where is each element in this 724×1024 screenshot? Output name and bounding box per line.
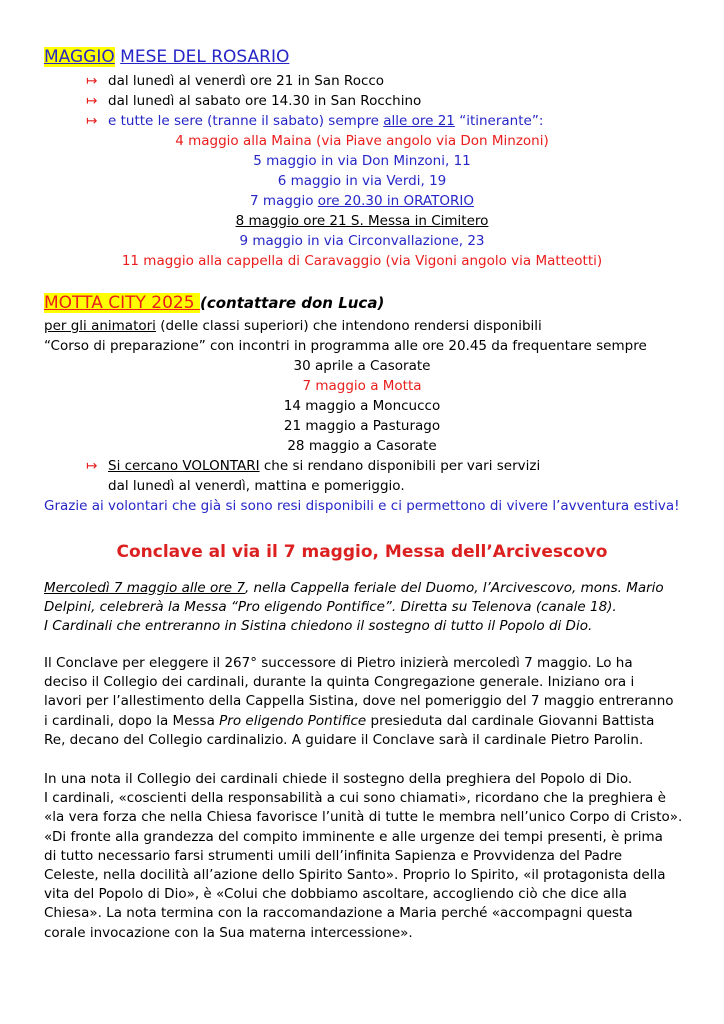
schedule-item-oratorio: 7 maggio ore 20.30 in ORATORIO xyxy=(250,193,474,209)
arrow-right-icon: ↦ xyxy=(86,113,98,129)
schedule-item: 8 maggio ore 21 S. Messa in Cimitero xyxy=(235,213,489,229)
arrow-right-icon: ↦ xyxy=(86,458,98,474)
motta-title: MOTTA CITY 2025 xyxy=(44,293,200,313)
schedule-item: 9 maggio in via Circonvallazione, 23 xyxy=(239,233,485,249)
intro-date: Mercoledì 7 maggio alle ore 7 xyxy=(44,580,245,596)
arrow-right-icon: ↦ xyxy=(86,73,98,89)
rosary-bullet-1: ↦ dal lunedì al venerdì ore 21 in San Rocco xyxy=(86,73,385,89)
schedule-item: 4 maggio alla Maina (via Piave angolo via Don Minzoni) xyxy=(175,133,549,149)
conclave-paragraph-2: In una nota il Collegio dei cardinali chiede il sostegno della preghiera del Popolo di Dio. I cardinali, «coscienti della responsabilità a cui sono chiamati», ricordano che la preghiera è «la vera forza che nella Chiesa favorisce l’unità di tutte le membra nell’unico Corpo di Cristo». «Di fronte alla grandezza del compito imminente e alle urgenze dei tempi presenti, è prima di tutto necessario farsi strumenti umili dell’infinita Sapienza e Provvidenza del Padre Celeste, nella docilità all’azione dello Spirito Santo». Proprio lo Spirito, «il protagonista della vita del Popolo di Dio», è «Colui che dobbiamo ascoltare, accogliendo ciò che dice alla Chiesa». La nota termina con la raccomandazione a Maria perché «accompagni questa corale invocazione con la Sua materna intercessione». xyxy=(44,771,683,941)
maggio-title-highlight: MAGGIO xyxy=(44,47,115,67)
volunteers-line-2: dal lunedì al venerdì, mattina e pomeriggio. xyxy=(108,478,405,494)
arrow-right-icon: ↦ xyxy=(86,93,98,109)
schedule-item: 5 maggio in via Don Minzoni, 11 xyxy=(253,153,471,169)
motta-subtitle: (contattare don Luca) xyxy=(199,294,385,312)
motta-heading xyxy=(44,293,384,313)
course-date: 30 aprile a Casorate xyxy=(293,358,431,374)
maggio-heading xyxy=(44,47,289,67)
motta-line-2: “Corso di preparazione” con incontri in programma alle ore 20.45 da frequentare sempre xyxy=(44,338,647,354)
rosary-bullet-3: ↦ e tutte le sere (tranne il sabato) sempre alle ore 21 “itinerante”: xyxy=(86,113,544,129)
course-date: 21 maggio a Pasturago xyxy=(283,418,441,434)
maggio-title-rest: MESE DEL ROSARIO xyxy=(120,47,290,67)
course-date: 7 maggio a Motta xyxy=(302,378,422,394)
volunteers-line: ↦ Si cercano VOLONTARI che si rendano disponibili per vari servizi xyxy=(86,458,541,474)
conclave-intro: Mercoledì 7 maggio alle ore 7, nella Cappella feriale del Duomo, l’Arcivescovo, mons. Mario Delpini, celebrerà la Messa “Pro eligendo Pontifice”. Diretta su Telenova (canale 18). I Cardinali che entreranno in Sistina chiedono il sostegno di tutto il Popolo di Dio. xyxy=(44,580,664,635)
course-date: 28 maggio a Casorate xyxy=(287,438,437,454)
schedule-item: 11 maggio alla cappella di Caravaggio (via Vigoni angolo via Matteotti) xyxy=(121,253,603,269)
motta-line-1: per gli animatori (delle classi superiori) che intendono rendersi disponibili xyxy=(44,318,542,334)
rosary-bullet-2: ↦ dal lunedì al sabato ore 14.30 in San Rocchino xyxy=(86,93,422,109)
course-date: 14 maggio a Moncucco xyxy=(283,398,441,414)
schedule-item: 6 maggio in via Verdi, 19 xyxy=(277,173,447,189)
conclave-headline: Conclave al via il 7 maggio, Messa dell’Arcivescovo xyxy=(116,542,608,562)
thanks-line: Grazie ai volontari che già si sono resi disponibili e ci permettono di vivere l’avventura estiva! xyxy=(44,498,680,514)
conclave-paragraph-1: Il Conclave per eleggere il 267° successore di Pietro inizierà mercoledì 7 maggio. Lo ha deciso il Collegio dei cardinali, durante la quinta Congregazione generale. Iniziano ora i lavori per l’allestimento della Cappella Sistina, dove nel pomeriggio del 7 maggio entreranno i cardinali, dopo la Messa Pro eligendo Pontifice presieduta dal cardinale Giovanni Battista Re, decano del Collegio cardinalizio. A guidare il Conclave sarà il cardinale Pietro Parolin. xyxy=(44,655,674,748)
